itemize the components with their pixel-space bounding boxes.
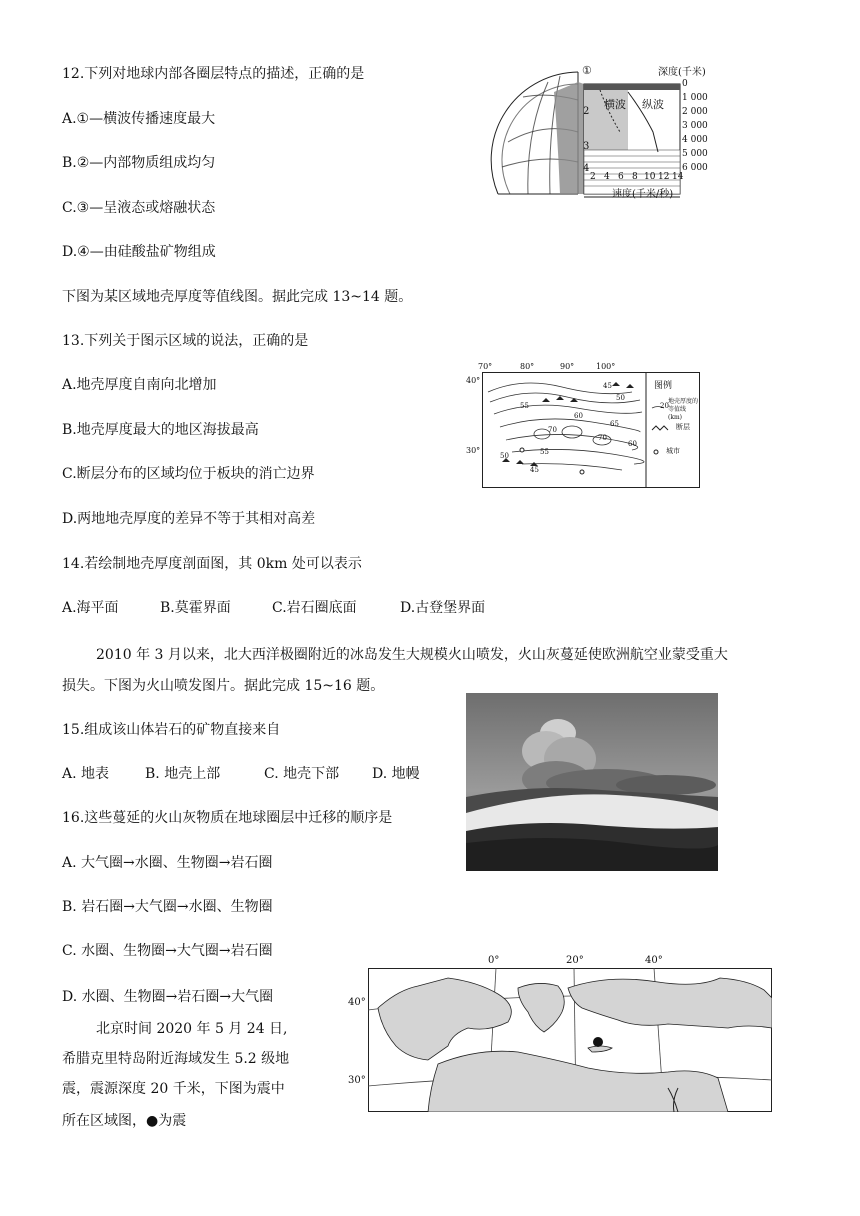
intro-13-14: 下图为某区域地壳厚度等值线图。据此完成 13~14 题。 bbox=[62, 289, 413, 305]
volcano-eruption-photo bbox=[466, 693, 718, 871]
q15-option-c[interactable]: C. 地壳下部 bbox=[264, 766, 340, 782]
q14-stem: 14.若绘制地壳厚度剖面图，其 0km 处可以表示 bbox=[62, 556, 362, 572]
mediterranean-map bbox=[368, 968, 772, 1112]
crust-lon-70: 70° bbox=[478, 362, 493, 371]
q16-option-b[interactable]: B. 岩石圈→大气圈→水圈、生物圈 bbox=[62, 899, 273, 915]
depth-tick-5: 5 000 bbox=[682, 149, 708, 159]
crust-contour-70-b: 70 bbox=[598, 434, 607, 442]
q13-option-a[interactable]: A.地壳厚度自南向北增加 bbox=[62, 377, 217, 393]
q16-option-c[interactable]: C. 水圈、生物圈→大气圈→岩石圈 bbox=[62, 943, 273, 959]
crust-contour-50-a: 50 bbox=[616, 394, 625, 402]
depth-tick-2: 2 000 bbox=[682, 107, 708, 117]
intro-15-16-line1: 2010 年 3 月以来，北大西洋极圈附近的冰岛发生大规模火山喷发，火山灰蔓延使欧洲航空业蒙受重大 bbox=[96, 647, 728, 663]
crust-lat-30: 30° bbox=[466, 446, 481, 455]
q16-option-a[interactable]: A. 大气圈→水圈、生物圈→岩石圈 bbox=[62, 855, 273, 871]
crust-contour-55-b: 55 bbox=[540, 448, 549, 456]
q12-option-a[interactable]: A.①—横波传播速度最大 bbox=[62, 111, 216, 127]
depth-tick-0: 0 bbox=[682, 79, 688, 89]
map-lat-30: 30° bbox=[348, 1075, 366, 1086]
quake-intro-line3: 震，震源深度 20 千米，下图为震中 bbox=[62, 1081, 285, 1097]
depth-tick-4: 4 000 bbox=[682, 135, 708, 145]
crust-legend-fault: 断层 bbox=[676, 423, 690, 431]
depth-tick-1: 1 000 bbox=[682, 93, 708, 103]
layer-label-2: 2 bbox=[583, 106, 590, 117]
q14-option-b[interactable]: B.莫霍界面 bbox=[160, 600, 231, 616]
layer-label-3: 3 bbox=[583, 141, 590, 152]
speed-tick-2: 6 bbox=[618, 172, 624, 182]
q15-option-d[interactable]: D. 地幔 bbox=[372, 766, 420, 782]
speed-tick-4: 10 bbox=[644, 172, 656, 182]
layer-label-1: ① bbox=[582, 64, 592, 77]
crust-legend-contour-value: 20 bbox=[660, 402, 669, 410]
map-lon-40: 40° bbox=[645, 955, 663, 966]
map-lon-20: 20° bbox=[566, 955, 584, 966]
q12-stem: 12.下列对地球内部各圈层特点的描述，正确的是 bbox=[62, 66, 365, 82]
p-wave-label: 纵波 bbox=[642, 98, 664, 111]
crust-contour-60-b: 60 bbox=[628, 440, 637, 448]
crust-contour-70-a: 70 bbox=[548, 426, 557, 434]
q12-option-c[interactable]: C.③—呈液态或熔融状态 bbox=[62, 200, 216, 216]
crust-contour-55-a: 55 bbox=[520, 402, 529, 410]
q13-stem: 13.下列关于图示区域的说法，正确的是 bbox=[62, 333, 309, 349]
intro-15-16-line2: 损失。下图为火山喷发图片。据此完成 15~16 题。 bbox=[62, 678, 385, 694]
q15-stem: 15.组成该山体岩石的矿物直接来自 bbox=[62, 722, 281, 738]
q16-option-d[interactable]: D. 水圈、生物圈→岩石圈→大气圈 bbox=[62, 989, 274, 1005]
crust-lon-90: 90° bbox=[560, 362, 575, 371]
crust-lon-80: 80° bbox=[520, 362, 535, 371]
quake-intro-line2: 希腊克里特岛附近海域发生 5.2 级地 bbox=[62, 1051, 290, 1067]
crust-legend-city: 城市 bbox=[666, 447, 680, 455]
crust-lon-100: 100° bbox=[596, 362, 616, 371]
speed-tick-5: 12 bbox=[658, 172, 670, 182]
crust-legend-title: 图例 bbox=[654, 381, 673, 391]
q14-option-c[interactable]: C.岩石圈底面 bbox=[272, 600, 357, 616]
s-wave-label: 横波 bbox=[604, 98, 626, 111]
crust-contour-45-b: 45 bbox=[530, 466, 539, 474]
crust-lat-40: 40° bbox=[466, 376, 481, 385]
quake-intro-line1: 北京时间 2020 年 5 月 24 日, bbox=[96, 1021, 288, 1037]
q13-option-b[interactable]: B.地壳厚度最大的地区海拔最高 bbox=[62, 422, 259, 438]
map-lat-40: 40° bbox=[348, 997, 366, 1008]
depth-tick-6: 6 000 bbox=[682, 163, 708, 173]
q14-option-a[interactable]: A.海平面 bbox=[62, 600, 119, 616]
layer-label-4: 4 bbox=[583, 163, 590, 174]
q15-option-a[interactable]: A. 地表 bbox=[62, 766, 110, 782]
q16-stem: 16.这些蔓延的火山灰物质在地球圈层中迁移的顺序是 bbox=[62, 810, 393, 826]
q12-option-b[interactable]: B.②—内部物质组成均匀 bbox=[62, 155, 216, 171]
q12-option-d[interactable]: D.④—由硅酸盐矿物组成 bbox=[62, 244, 216, 260]
speed-tick-6: 14 bbox=[672, 172, 684, 182]
q13-option-c[interactable]: C.断层分布的区域均位于板块的消亡边界 bbox=[62, 466, 315, 482]
depth-tick-3: 3 000 bbox=[682, 121, 708, 131]
crust-contour-50-b: 50 bbox=[500, 452, 509, 460]
map-lon-0: 0° bbox=[488, 955, 500, 966]
speed-tick-3: 8 bbox=[632, 172, 638, 182]
speed-axis-title: 速度(千米/秒) bbox=[612, 189, 674, 200]
speed-tick-0: 2 bbox=[590, 172, 596, 182]
depth-axis-title: 深度(千米) bbox=[658, 67, 706, 78]
quake-intro-line4: 所在区域图，●为震 bbox=[62, 1113, 187, 1129]
crust-contour-60-a: 60 bbox=[574, 412, 583, 420]
crust-legend-contour: 地壳厚度的等值线(km) bbox=[668, 398, 699, 421]
crust-contour-65-a: 65 bbox=[610, 420, 619, 428]
q13-option-d[interactable]: D.两地地壳厚度的差异不等于其相对高差 bbox=[62, 511, 316, 527]
crust-contour-45-a: 45 bbox=[603, 382, 612, 390]
q14-option-d[interactable]: D.古登堡界面 bbox=[400, 600, 486, 616]
q15-option-b[interactable]: B. 地壳上部 bbox=[145, 766, 221, 782]
speed-tick-1: 4 bbox=[604, 172, 610, 182]
